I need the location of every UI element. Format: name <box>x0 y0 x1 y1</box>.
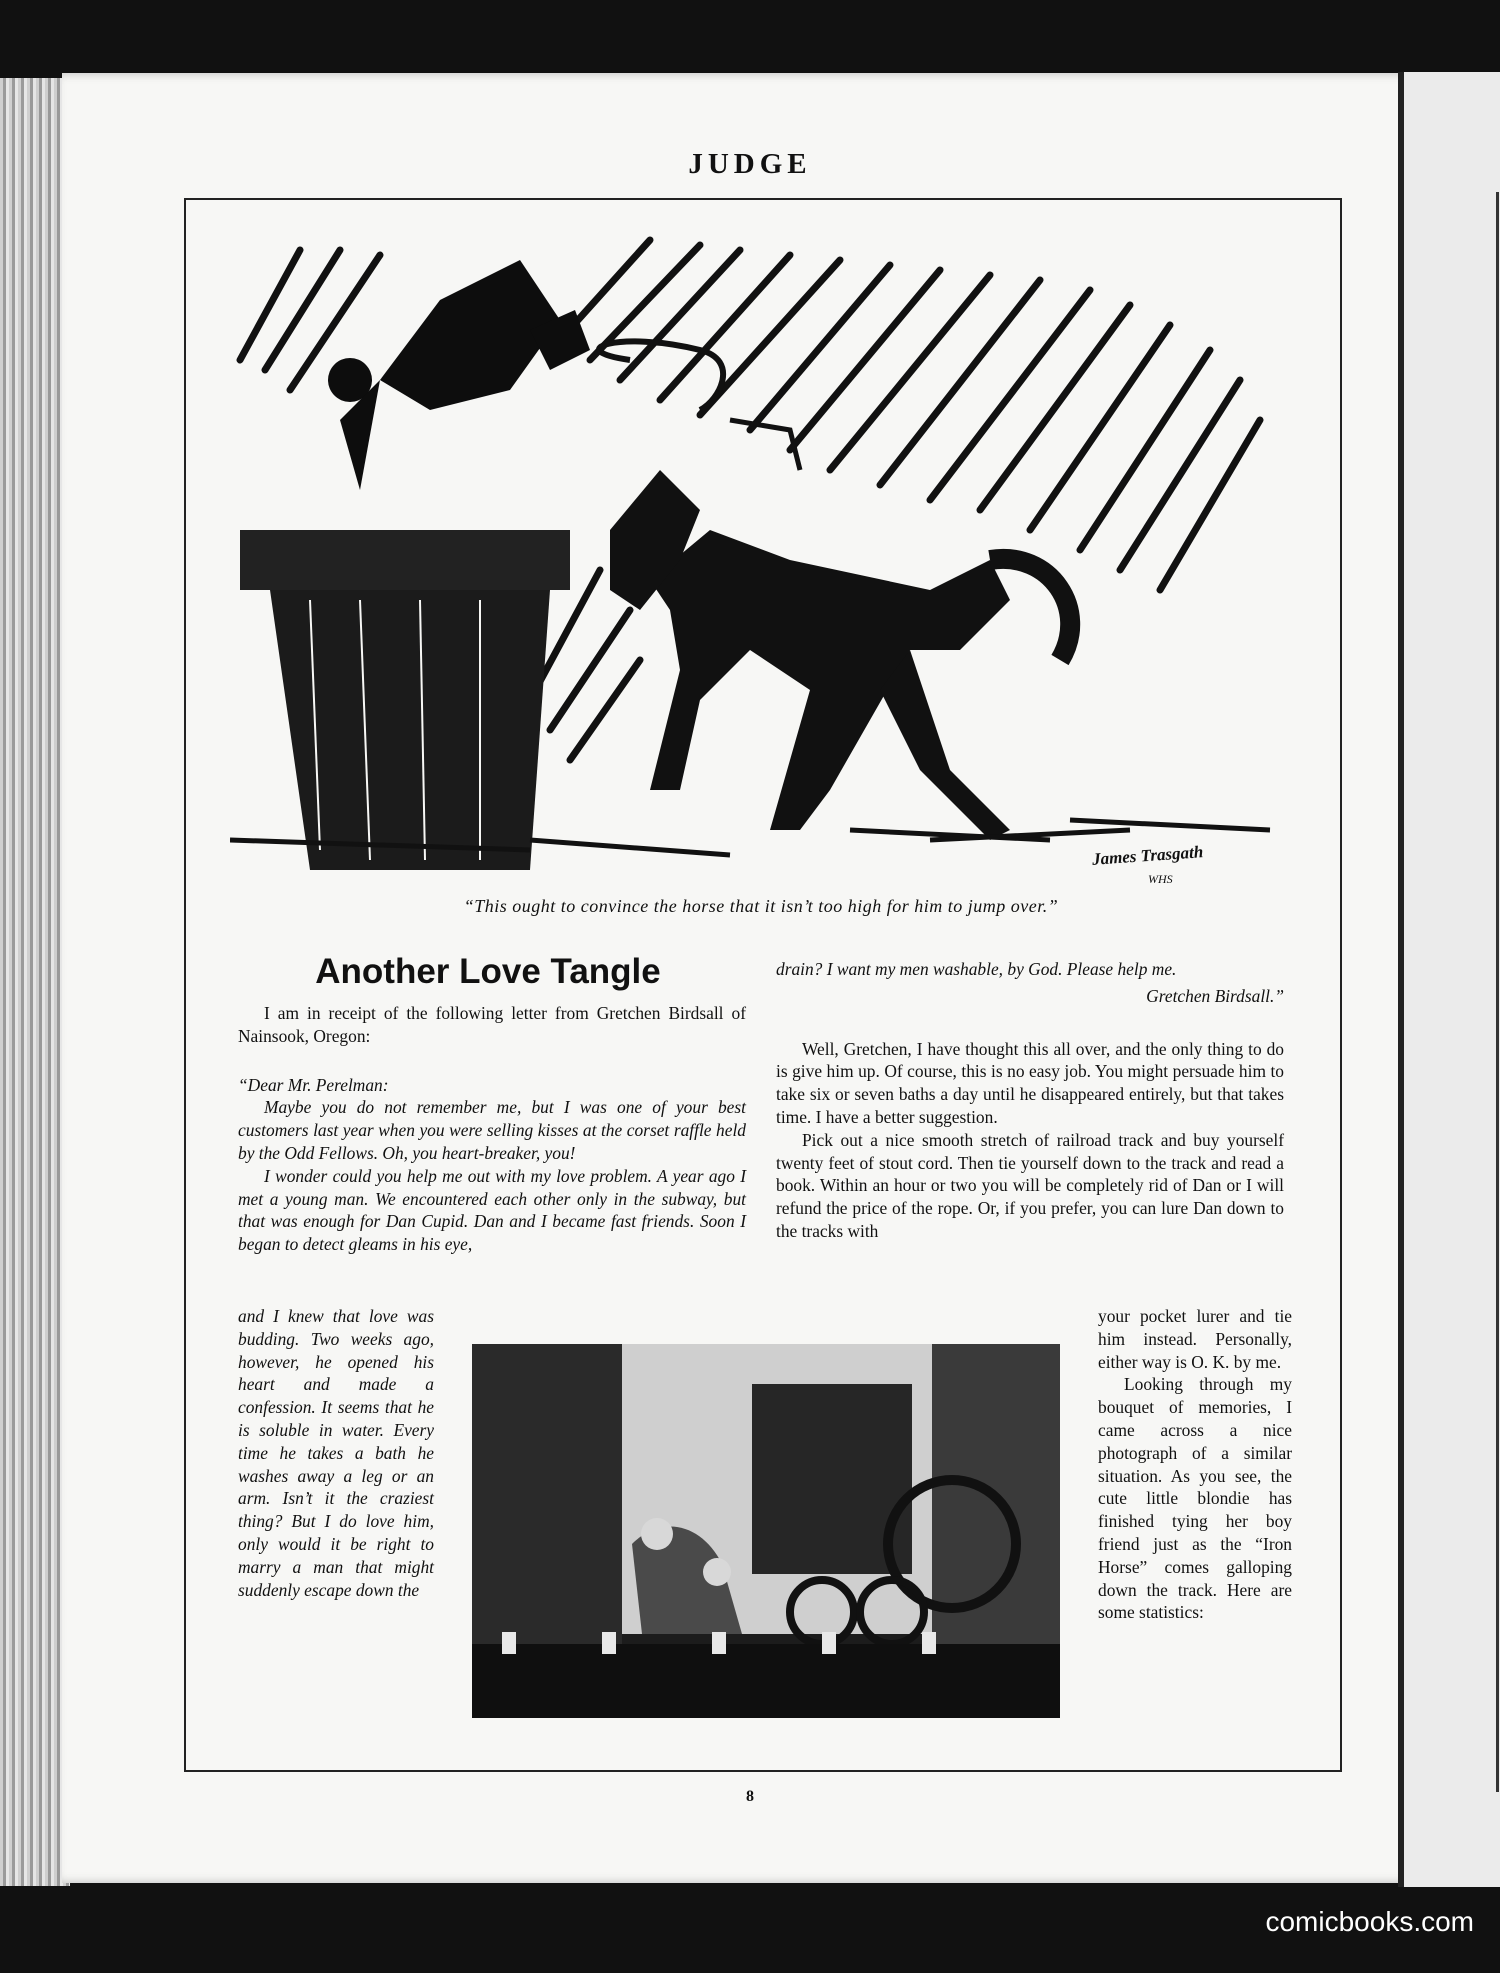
artist-signature: James Trasgath <box>1091 842 1204 869</box>
left-column-narrow <box>238 1305 434 1601</box>
article-intro: I am in receipt of the following letter from Gretchen Birdsall of Nainsook, Oregon: <box>238 1003 746 1046</box>
reply-paragraph-continued: your pocket lurer and tie him instead. Personally, either way is O. K. by me. <box>1098 1306 1292 1372</box>
left-column-top <box>238 1002 746 1256</box>
cartoon-caption: “This ought to convince the horse that it isn’t too high for him to jump over.” <box>463 896 1059 916</box>
right-column-narrow <box>1098 1305 1292 1624</box>
reply-paragraph: Looking through my bouquet of memories, I came across a nice photograph of a similar situation. As you see, the cute little blondie has finished tying her boy friend just as the “Iron Horse” comes galloping down the track. Here are some statistics: <box>1098 1374 1292 1623</box>
masthead: JUDGE <box>688 148 812 180</box>
letter-paragraph: I wonder could you help me out with my love problem. A year ago I met a young man. We encountered each other only in the subway, but that was enough for Dan Cupid. Dan and I became fast friends. Soon I began to detect gleams in his eye, <box>238 1165 746 1255</box>
article-headline: Another Love Tangle <box>315 952 661 991</box>
right-column-top <box>776 958 1284 1243</box>
reply-paragraph: Well, Gretchen, I have thought this all over, and the only thing to do is give him up. Of course, this is no easy job. You might persuade him to take six or seven baths a day until he disappeared entirely, but that takes time. I have a better suggestion. <box>776 1038 1284 1127</box>
letter-signature: Gretchen Birdsall.” <box>1146 985 1284 1006</box>
watermark: comicbooks.com <box>1265 1906 1474 1937</box>
letter-salutation: “Dear Mr. Perelman: <box>238 1074 389 1095</box>
letter-paragraph: Maybe you do not remember me, but I was one of your best customers last year when you were selling kisses at the corset raffle held by the Odd Fellows. Oh, you heart-breaker, you! <box>238 1097 746 1163</box>
book-page-edges <box>0 78 70 1886</box>
cartoon-illustration <box>230 230 1290 890</box>
artist-initials: WHS <box>1148 872 1173 886</box>
reply-paragraph: Pick out a nice smooth stretch of railroad track and buy yourself twenty feet of stout cord. Then tie yourself down to the track and read a book. Within an hour or two you will be completely rid of Dan or I will refund the price of the rope. Or, if you prefer, you can lure Dan down to the tracks with <box>776 1129 1284 1241</box>
facing-page-edge <box>1398 72 1500 1887</box>
film-still-photograph <box>472 1344 1060 1718</box>
page-number: 8 <box>746 1788 754 1805</box>
letter-closing: drain? I want my men washable, by God. Please help me. <box>776 959 1177 979</box>
letter-paragraph-continued: and I knew that love was budding. Two weeks ago, however, he opened his heart and made a confession. It seems that he is soluble in water. Every time he takes a bath he washes away a leg or an arm. Isn’t it the craziest thing? But I do love him, only would it be right to marry a man that might suddenly escape down the <box>238 1306 434 1600</box>
